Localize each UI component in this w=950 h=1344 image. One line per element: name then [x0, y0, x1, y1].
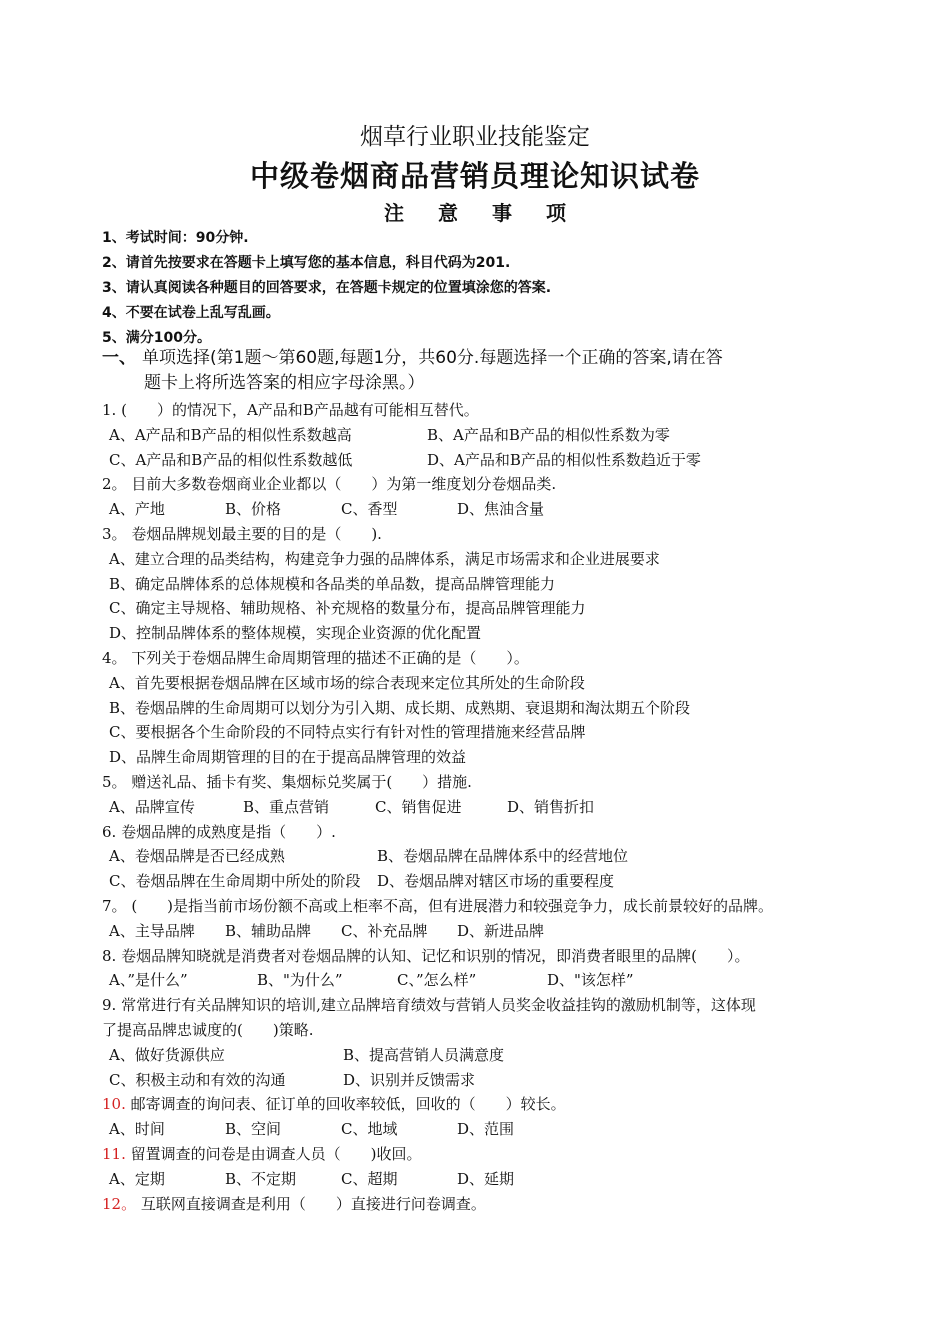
answer-option[interactable]: D、卷烟品牌对辖区市场的重要程度	[377, 872, 615, 891]
question-number: 8.	[102, 946, 117, 965]
question-number: 11.	[102, 1144, 126, 1163]
question-stem	[102, 398, 862, 423]
option-row	[102, 572, 862, 597]
question-text: 卷烟品牌知晓就是消费者对卷烟品牌的认知、记忆和识别的情况，即消费者眼里的品牌( ）。	[121, 946, 750, 965]
section-instruction-cont: 题卡上将所选答案的相应字母涂黑。）	[144, 373, 425, 393]
answer-option[interactable]: C、要根据各个生命阶段的不同特点实行有针对性的管理措施来经营品牌	[109, 723, 586, 742]
question-stem	[102, 1192, 862, 1217]
answer-option[interactable]: A、”是什么”	[109, 971, 188, 990]
option-row	[102, 671, 862, 696]
answer-option[interactable]: D、控制品牌体系的整体规模，实现企业资源的优化配置	[109, 624, 482, 643]
answer-option[interactable]: B、空间	[225, 1120, 282, 1139]
answer-option[interactable]: C、积极主动和有效的沟通	[109, 1070, 286, 1089]
option-row	[102, 844, 862, 869]
question-list	[102, 398, 862, 1216]
question-text: 卷烟品牌的成熟度是指（ ）.	[121, 822, 336, 841]
answer-option[interactable]: A、卷烟品牌是否已经成熟	[109, 847, 285, 866]
question-number: 9.	[102, 996, 117, 1015]
answer-option[interactable]: B、确定品牌体系的总体规模和各品类的单品数，提高品牌管理能力	[109, 574, 556, 593]
question-stem	[102, 894, 862, 919]
section-instruction: 单项选择(第1题～第60题,每题1分，共60分.每题选择一个正确的答案,请在答	[142, 348, 723, 368]
answer-option[interactable]: C、香型	[341, 500, 398, 519]
question-stem	[102, 1092, 862, 1117]
exam-title: 中级卷烟商品营销员理论知识试卷	[249, 159, 700, 193]
question-text-cont: 了提高品牌忠诚度的( )策略.	[102, 1020, 314, 1039]
question-stem	[102, 646, 862, 671]
option-row	[102, 745, 862, 770]
answer-option[interactable]: A、做好货源供应	[109, 1045, 225, 1064]
rule-item: 5、满分100分。	[102, 330, 211, 346]
question-number: 5。	[102, 772, 127, 791]
answer-option[interactable]: C、A产品和B产品的相似性系数越低	[109, 450, 353, 469]
rule-item: 2、请首先按要求在答题卡上填写您的基本信息，科目代码为201.	[102, 255, 511, 271]
question-stem	[102, 993, 862, 1018]
option-row	[102, 423, 862, 448]
answer-option[interactable]: D、"该怎样”	[547, 971, 634, 990]
answer-option[interactable]: D、新进品牌	[457, 921, 545, 940]
option-row	[102, 497, 862, 522]
question-stem	[102, 820, 862, 845]
answer-option[interactable]: D、延期	[457, 1169, 515, 1188]
answer-option[interactable]: B、提高营销人员满意度	[343, 1045, 505, 1064]
answer-option[interactable]: D、A产品和B产品的相似性系数趋近于零	[427, 450, 701, 469]
answer-option[interactable]: B、A产品和B产品的相似性系数为零	[427, 425, 670, 444]
question-number: 1.	[102, 401, 117, 419]
answer-option[interactable]: B、不定期	[225, 1169, 297, 1188]
question-number: 10.	[102, 1095, 126, 1114]
question-text: 下列关于卷烟品牌生命周期管理的描述不正确的是（ ）。	[131, 648, 529, 667]
answer-option[interactable]: C、超期	[341, 1169, 398, 1188]
answer-option[interactable]: C、补充品牌	[341, 921, 428, 940]
question-text: 常常进行有关品牌知识的培训,建立品牌培育绩效与营销人员奖金收益挂钩的激励机制等，这体现	[121, 996, 756, 1015]
rules-list	[102, 226, 882, 351]
answer-option[interactable]: B、价格	[225, 500, 282, 519]
question-text: 互联网直接调查是利用（ ）直接进行问卷调查。	[140, 1194, 486, 1213]
answer-option[interactable]: C、卷烟品牌在生命周期中所处的阶段	[109, 872, 361, 891]
question-stem	[102, 770, 862, 795]
answer-option[interactable]: A、品牌宣传	[109, 797, 195, 816]
question-stem	[102, 472, 862, 497]
option-row	[102, 448, 862, 473]
answer-option[interactable]: A、主导品牌	[109, 921, 195, 940]
option-row	[102, 795, 862, 820]
answer-option[interactable]: A、产地	[109, 500, 165, 519]
answer-option[interactable]: D、销售折扣	[507, 797, 595, 816]
answer-option[interactable]: C、”怎么样”	[397, 971, 477, 990]
question-number: 12。	[102, 1194, 137, 1213]
answer-option[interactable]: B、重点营销	[243, 797, 330, 816]
answer-option[interactable]: B、"为什么”	[257, 971, 343, 990]
answer-option[interactable]: D、识别并反馈需求	[343, 1070, 476, 1089]
option-row	[102, 621, 862, 646]
option-row	[102, 1117, 862, 1142]
option-row	[102, 1167, 862, 1192]
question-stem	[102, 522, 862, 547]
answer-option[interactable]: A、首先要根据卷烟品牌在区域市场的综合表现来定位其所处的生命阶段	[109, 673, 585, 692]
answer-option[interactable]: A、时间	[109, 1120, 165, 1139]
option-row	[102, 968, 862, 993]
section-heading	[102, 346, 862, 396]
answer-option[interactable]: B、辅助品牌	[225, 921, 312, 940]
question-text: 卷烟品牌规划最主要的目的是（ ).	[131, 524, 382, 543]
option-row	[102, 720, 862, 745]
notice-heading: 注意事项	[384, 201, 600, 225]
question-number: 6.	[102, 822, 117, 841]
question-text: 赠送礼品、插卡有奖、集烟标兑奖属于( ）措施.	[131, 772, 472, 791]
answer-option[interactable]: D、焦油含量	[457, 500, 545, 519]
question-text: 留置调查的问卷是由调查人员（ )收回。	[130, 1144, 422, 1163]
answer-option[interactable]: D、范围	[457, 1120, 515, 1139]
option-row	[102, 919, 862, 944]
question-number: 3。	[102, 524, 127, 543]
question-text: 邮寄调查的询问表、征订单的回收率较低，回收的（ ）较长。	[130, 1095, 566, 1114]
question-stem	[102, 944, 862, 969]
answer-option[interactable]: C、确定主导规格、辅助规格、补充规格的数量分布，提高品牌管理能力	[109, 599, 586, 618]
rule-item: 3、请认真阅读各种题目的回答要求，在答题卡规定的位置填涂您的答案.	[102, 280, 552, 296]
question-number: 2。	[102, 475, 127, 494]
option-row	[102, 696, 862, 721]
option-row	[102, 596, 862, 621]
option-row	[102, 1068, 862, 1093]
rule-item: 1、考试时间：90分钟.	[102, 230, 249, 246]
answer-option[interactable]: A、定期	[109, 1169, 165, 1188]
question-number: 4。	[102, 648, 127, 667]
rule-item: 4、不要在试卷上乱写乱画。	[102, 305, 280, 321]
question-number: 7。	[102, 896, 127, 915]
answer-option[interactable]: A、A产品和B产品的相似性系数越高	[109, 425, 352, 444]
answer-option[interactable]: C、销售促进	[375, 797, 462, 816]
question-text: 目前大多数卷烟商业企业都以（ ）为第一维度划分卷烟品类.	[131, 475, 557, 494]
answer-option[interactable]: D、品牌生命周期管理的目的在于提高品牌管理的效益	[109, 748, 467, 767]
question-text: ( )是指当前市场份额不高或上柜率不高，但有进展潜力和较强竞争力，成长前景较好的品牌。	[131, 896, 774, 915]
option-row	[102, 547, 862, 572]
answer-option[interactable]: A、建立合理的品类结构，构建竞争力强的品牌体系，满足市场需求和企业进展要求	[109, 549, 660, 568]
answer-option[interactable]: C、地域	[341, 1120, 398, 1139]
section-number: 一、	[102, 348, 136, 368]
answer-option[interactable]: B、卷烟品牌的生命周期可以划分为引入期、成长期、成熟期、衰退期和淘汰期五个阶段	[109, 698, 691, 717]
option-row	[102, 869, 862, 894]
org-title: 烟草行业职业技能鉴定	[360, 124, 590, 150]
question-text: ( ）的情况下，A产品和B产品越有可能相互替代。	[121, 401, 479, 419]
option-row	[102, 1043, 862, 1068]
question-stem	[102, 1142, 862, 1167]
answer-option[interactable]: B、卷烟品牌在品牌体系中的经营地位	[377, 847, 629, 866]
